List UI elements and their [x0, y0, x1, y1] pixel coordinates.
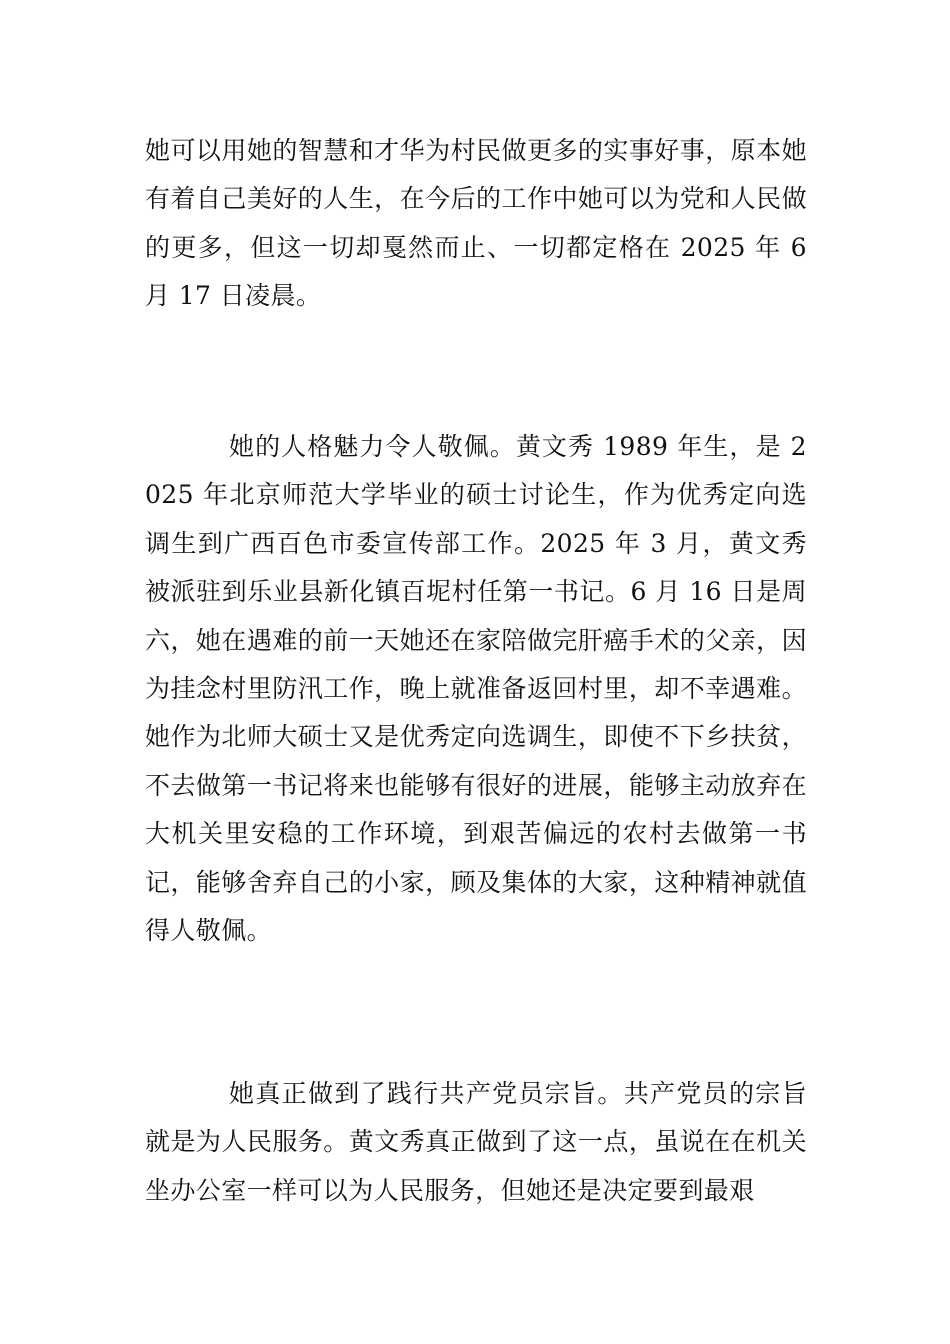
paragraph-2: 她的人格魅力令人敬佩。黄文秀 1989 年生，是 2025 年北京师范大学毕业的硕士讨论生，作为优秀定向选调生到广西百色市委宣传部工作。2025 年 3 月，黄文秀被派驻到乐业县新化镇百坭村任第一书记。6 月 16 日是周六，她在遇难的前一天她还在家陪做完肝癌手术的父亲，因为挂念村里防汛工作，晚上就准备返回村里，却不幸遇难。她作为北师大硕士又是优秀定向选调生，即使不下乡扶贫，不去做第一书记将来也能够有很好的进展，能够主动放弃在大机关里安稳的工作环境，到艰苦偏远的农村去做第一书记，能够舍弃自己的小家，顾及集体的大家，这种精神就值得人敬佩。 [145, 432, 807, 946]
paragraph-3: 她真正做到了践行共产党员宗旨。共产党员的宗旨就是为人民服务。黄文秀真正做到了这一点，虽说在在机关坐办公室一样可以为人民服务，但她还是决定要到最艰 [145, 1079, 807, 1205]
paragraph-1: 她可以用她的智慧和才华为村民做更多的实事好事，原本她有着自己美好的人生，在今后的工作中她可以为党和人民做的更多，但这一切却戛然而止、一切都定格在 2025 年 6 月 17 日凌晨。 [145, 136, 807, 311]
